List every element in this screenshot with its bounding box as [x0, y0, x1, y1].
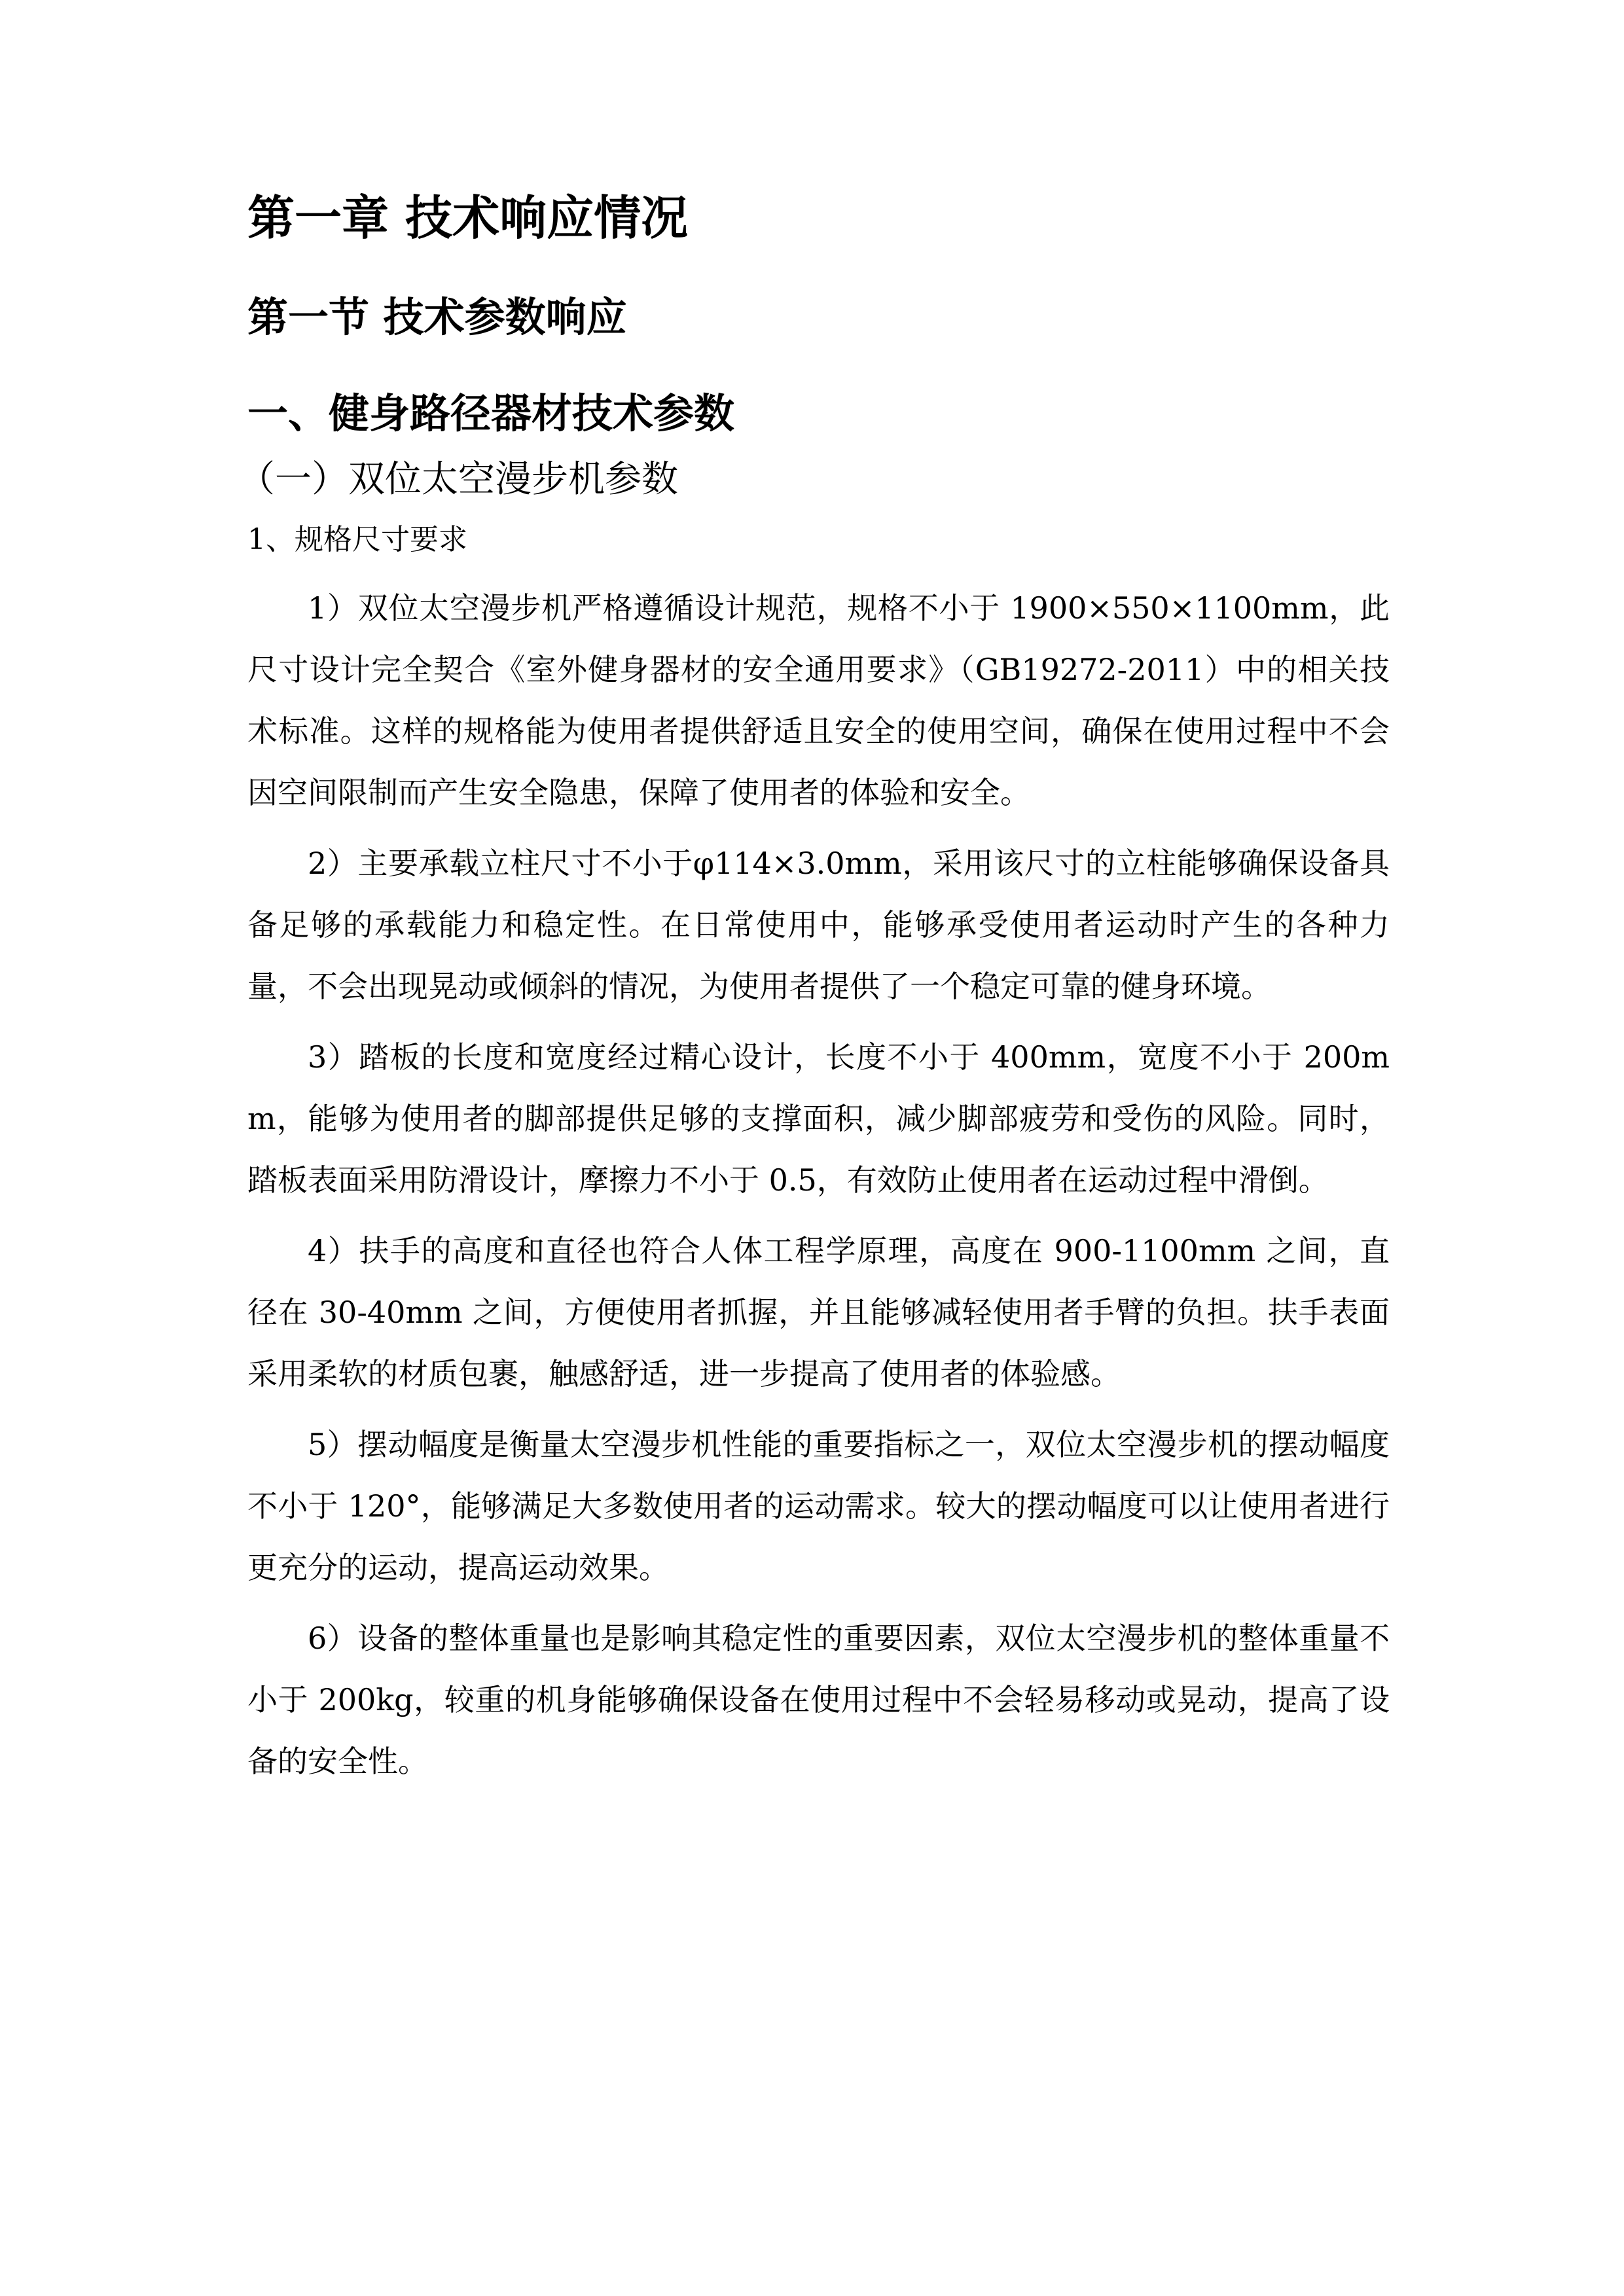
paragraph-2: 2）主要承载立柱尺寸不小于φ114×3.0mm，采用该尺寸的立柱能够确保设备具备足够的承载能力和稳定性。在日常使用中，能够承受使用者运动时产生的各种力量，不会出现晃动或倾斜的情况，为使用者提供了一个稳定可靠的健身环境。 — [247, 845, 1390, 1004]
paragraph-4: 4）扶手的高度和直径也符合人体工程学原理，高度在 900-1100mm 之间，直径在 30-40mm 之间，方便使用者抓握，并且能够减轻使用者手臂的负担。扶手表面采用柔软的材质包裹，触感舒适，进一步提高了使用者的体验感。 — [247, 1232, 1390, 1391]
document-page — [238, 190, 1390, 1801]
paragraph-5: 5）摆动幅度是衡量太空漫步机性能的重要指标之一，双位太空漫步机的摆动幅度不小于 120°，能够满足大多数使用者的运动需求。较大的摆动幅度可以让使用者进行更充分的运动，提高运动效果。 — [247, 1426, 1390, 1585]
section-title: 第一节 技术参数响应 — [247, 293, 627, 342]
sub-item-title: 1、规格尺寸要求 — [247, 523, 467, 557]
paragraph-6: 6）设备的整体重量也是影响其稳定性的重要因素，双位太空漫步机的整体重量不小于 200kg，较重的机身能够确保设备在使用过程中不会轻易移动或晃动，提高了设备的安全性。 — [247, 1620, 1390, 1779]
paragraph-3: 3）踏板的长度和宽度经过精心设计，长度不小于 400mm，宽度不小于 200mm，能够为使用者的脚部提供足够的支撑面积，减少脚部疲劳和受伤的风险。同时，踏板表面采用防滑设计，摩擦力不小于 0.5，有效防止使用者在运动过程中滑倒。 — [247, 1039, 1390, 1198]
chapter-title: 第一章 技术响应情况 — [247, 190, 689, 245]
subsection-title: 一、健身路径器材技术参数 — [247, 389, 735, 437]
item-title: （一）双位太空漫步机参数 — [238, 458, 678, 501]
paragraph-1: 1）双位太空漫步机严格遵循设计规范，规格不小于 1900×550×1100mm，此尺寸设计完全契合《室外健身器材的安全通用要求》（GB19272-2011）中的相关技术标准。这样的规格能为使用者提供舒适且安全的使用空间，确保在使用过程中不会因空间限制而产生安全隐患，保障了使用者的体验和安全。 — [247, 590, 1390, 810]
